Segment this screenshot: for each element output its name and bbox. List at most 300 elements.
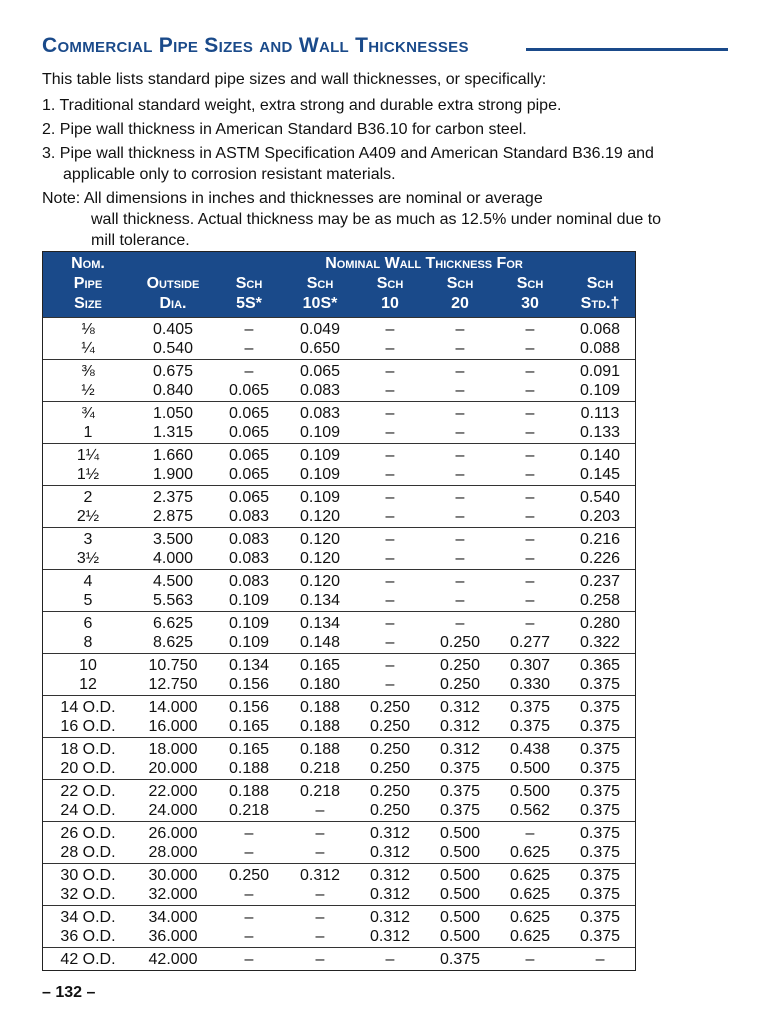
cell-value: – [455,340,465,357]
cell-value: – [244,844,254,861]
cell-value: – [455,489,465,506]
cell-sch-10s [285,864,355,906]
cell-value: – [315,802,325,819]
cell-sch-20 [425,864,495,906]
cell-sch-20 [425,654,495,696]
table-row-group [43,570,635,612]
cell-value: 0.140 [579,447,621,464]
cell-value: 10 [79,657,97,674]
cell-sch-10s [285,402,355,444]
header-sch30-2: 30 [495,294,565,318]
cell-value: 0.065 [228,489,270,506]
cell-value: 0.109 [299,489,341,506]
cell-value: 0.065 [228,447,270,464]
cell-sch-30 [495,402,565,444]
cell-value: 0.258 [579,592,621,609]
cell-value: – [525,825,535,842]
cell-sch-10 [355,570,425,612]
cell-value: – [385,592,395,609]
cell-value: – [455,405,465,422]
cell-sch-10s [285,528,355,570]
cell-sch-10s [285,654,355,696]
cell-value: 0.250 [369,802,411,819]
cell-sch-5s [213,612,285,654]
cell-sch-std [565,738,635,780]
cell-nom-size [43,906,133,948]
cell-sch-10s [285,612,355,654]
cell-value: 3½ [76,550,100,567]
header-sch20-1: Sch [425,274,495,294]
cell-sch-10 [355,360,425,402]
cell-value: – [455,573,465,590]
cell-sch-5s [213,528,285,570]
cell-sch-10s [285,486,355,528]
cell-value: 0.250 [369,783,411,800]
cell-sch-30 [495,738,565,780]
cell-value: 0.148 [299,634,341,651]
cell-value: 0.250 [369,699,411,716]
cell-value: 0.625 [509,886,551,903]
cell-value: 0.312 [369,867,411,884]
cell-sch-5s [213,948,285,971]
table-row-group [43,402,635,444]
cell-value: 0.188 [228,783,270,800]
cell-sch-20 [425,402,495,444]
cell-sch-20 [425,696,495,738]
cell-sch-10 [355,696,425,738]
cell-value: 0.065 [228,466,270,483]
cell-value: 20 O.D. [60,760,116,777]
cell-sch-10 [355,780,425,822]
cell-sch-10 [355,444,425,486]
cell-nom-size [43,948,133,971]
cell-sch-10s [285,318,355,360]
cell-nom-size [43,444,133,486]
cell-value: 0.405 [152,321,194,338]
cell-value: 32 O.D. [60,886,116,903]
cell-value: 42 O.D. [60,951,116,968]
header-sch10-2: 10 [355,294,425,318]
cell-sch-20 [425,612,495,654]
cell-value: 0.120 [299,550,341,567]
cell-value: 0.375 [579,909,621,926]
cell-value: 0.133 [579,424,621,441]
cell-value: 0.065 [228,405,270,422]
cell-value: 14.000 [148,699,198,716]
cell-sch-10s [285,570,355,612]
cell-value: – [385,424,395,441]
cell-sch-30 [495,822,565,864]
cell-value: – [525,321,535,338]
cell-nom-size [43,570,133,612]
cell-value: 6 [83,615,93,632]
cell-sch-5s [213,738,285,780]
cell-value: 0.250 [369,718,411,735]
cell-value: 0.065 [228,382,270,399]
cell-value: 0.083 [228,550,270,567]
cell-value: – [315,951,325,968]
cell-value: – [525,615,535,632]
cell-sch-std [565,780,635,822]
cell-outside-dia [133,906,213,948]
cell-value: 0.250 [439,634,481,651]
cell-value: 1.660 [152,447,194,464]
cell-value: – [525,424,535,441]
cell-value: 36 O.D. [60,928,116,945]
cell-nom-size [43,738,133,780]
page-title: Commercial Pipe Sizes and Wall Thicknesses [42,34,469,57]
cell-sch-10 [355,948,425,971]
cell-value: – [525,508,535,525]
cell-value: 0.250 [228,867,270,884]
cell-value: 0.088 [579,340,621,357]
cell-value: 0.120 [299,531,341,548]
cell-value: 0.165 [299,657,341,674]
cell-value: 0.065 [299,363,341,380]
cell-value: 0.083 [228,508,270,525]
cell-value: – [455,508,465,525]
cell-value: 1.900 [152,466,194,483]
cell-value: 16.000 [148,718,198,735]
cell-value: 0.365 [579,657,621,674]
cell-value: 0.250 [439,657,481,674]
cell-sch-std [565,696,635,738]
table-row-group [43,864,635,906]
header-nom-1: Nom. [43,252,133,274]
cell-sch-10 [355,402,425,444]
cell-value: 30 O.D. [60,867,116,884]
cell-value: 28 O.D. [60,844,116,861]
cell-value: 0.625 [509,928,551,945]
cell-value: 0.375 [509,699,551,716]
cell-outside-dia [133,486,213,528]
cell-value: 0.312 [439,699,481,716]
cell-value: 0.120 [299,508,341,525]
cell-value: 16 O.D. [60,718,116,735]
cell-nom-size [43,780,133,822]
header-group-title: Nominal Wall Thickness For [213,252,635,274]
cell-sch-10s [285,360,355,402]
intro-item-1: 1. Traditional standard weight, extra strong and durable extra strong pipe. [42,97,562,114]
cell-value: – [455,615,465,632]
cell-value: 30.000 [148,867,198,884]
cell-value: 0.307 [509,657,551,674]
cell-sch-30 [495,360,565,402]
cell-outside-dia [133,654,213,696]
cell-sch-20 [425,822,495,864]
table-row-group [43,318,635,360]
cell-sch-20 [425,528,495,570]
cell-value: 0.312 [369,825,411,842]
cell-value: – [525,489,535,506]
cell-value: 0.500 [439,909,481,926]
cell-sch-20 [425,738,495,780]
cell-value: – [455,363,465,380]
cell-value: 0.375 [579,676,621,693]
cell-value: – [315,825,325,842]
cell-value: 12.750 [148,676,198,693]
header-sch5s-2: 5S* [213,294,285,318]
cell-value: 3.500 [152,531,194,548]
cell-value: 4.500 [152,573,194,590]
table-row-group [43,654,635,696]
cell-sch-std [565,360,635,402]
cell-value: – [385,634,395,651]
cell-value: – [244,340,254,357]
cell-value: 2 [83,489,93,506]
table-row-group [43,444,635,486]
cell-value: – [244,951,254,968]
cell-value: 0.216 [579,531,621,548]
cell-value: 0.375 [579,783,621,800]
cell-value: – [244,909,254,926]
cell-value: 0.375 [439,760,481,777]
cell-value: – [525,573,535,590]
cell-value: 0.226 [579,550,621,567]
table-row-group [43,738,635,780]
cell-sch-30 [495,570,565,612]
cell-sch-30 [495,318,565,360]
pipe-size-table [42,251,636,971]
header-od-2: Dia. [133,294,213,318]
cell-nom-size [43,528,133,570]
table-row-group [43,696,635,738]
cell-sch-10 [355,822,425,864]
cell-value: 0.218 [299,760,341,777]
cell-value: – [385,405,395,422]
cell-value: 0.188 [228,760,270,777]
cell-value: 0.312 [369,909,411,926]
table-row-group [43,780,635,822]
cell-sch-20 [425,486,495,528]
cell-value: 0.375 [439,951,481,968]
cell-value: 20.000 [148,760,198,777]
cell-value: – [385,615,395,632]
cell-value: – [525,466,535,483]
cell-sch-30 [495,654,565,696]
cell-value: – [385,382,395,399]
cell-value: 0.500 [439,844,481,861]
cell-value: 0.540 [579,489,621,506]
cell-value: 0.375 [579,928,621,945]
cell-value: 0.375 [439,802,481,819]
cell-value: 0.091 [579,363,621,380]
cell-value: 0.650 [299,340,341,357]
table-row-group [43,360,635,402]
cell-value: 32.000 [148,886,198,903]
cell-value: 0.500 [439,867,481,884]
cell-outside-dia [133,696,213,738]
table-row-group [43,486,635,528]
cell-value: 0.049 [299,321,341,338]
cell-sch-5s [213,570,285,612]
cell-outside-dia [133,738,213,780]
cell-outside-dia [133,402,213,444]
cell-value: 0.500 [439,886,481,903]
cell-value: 0.375 [579,802,621,819]
cell-value: – [315,844,325,861]
cell-value: 0.375 [579,825,621,842]
cell-value: 0.165 [228,718,270,735]
header-sch20-2: 20 [425,294,495,318]
cell-value: 0.312 [299,867,341,884]
intro-text [42,68,662,251]
cell-value: – [244,363,254,380]
cell-value: 0.312 [369,928,411,945]
cell-value: 0.109 [299,424,341,441]
cell-value: 0.375 [579,844,621,861]
cell-sch-30 [495,906,565,948]
cell-outside-dia [133,528,213,570]
cell-value: 0.109 [228,615,270,632]
cell-value: 0.277 [509,634,551,651]
note-label: Note: [42,190,81,207]
cell-value: 0.250 [369,741,411,758]
cell-value: 0.675 [152,363,194,380]
cell-value: 0.312 [369,844,411,861]
cell-value: 0.083 [299,405,341,422]
cell-value: 4 [83,573,93,590]
cell-value: 1.050 [152,405,194,422]
cell-nom-size [43,402,133,444]
table-row-group [43,822,635,864]
cell-sch-30 [495,528,565,570]
table-row-group [43,948,635,971]
cell-value: 0.134 [299,592,341,609]
cell-sch-30 [495,612,565,654]
cell-outside-dia [133,360,213,402]
cell-sch-10s [285,696,355,738]
cell-value: ⅜ [81,363,95,380]
cell-value: 8.625 [152,634,194,651]
cell-value: – [385,550,395,567]
cell-sch-10 [355,318,425,360]
cell-sch-20 [425,360,495,402]
cell-value: 0.500 [509,783,551,800]
cell-value: – [244,321,254,338]
cell-value: – [525,405,535,422]
cell-value: 0.109 [579,382,621,399]
cell-value: 5.563 [152,592,194,609]
table-row-group [43,906,635,948]
cell-value: 0.500 [439,928,481,945]
cell-value: ⅛ [81,321,95,338]
cell-value: ¼ [81,340,95,357]
cell-sch-20 [425,948,495,971]
cell-value: 0.203 [579,508,621,525]
cell-sch-std [565,654,635,696]
cell-sch-std [565,528,635,570]
cell-sch-20 [425,318,495,360]
cell-sch-10s [285,822,355,864]
intro-lead: This table lists standard pipe sizes and wall thicknesses, or specifically: [42,71,547,88]
cell-value: 22 O.D. [60,783,116,800]
cell-value: ¾ [81,405,95,422]
cell-value: 0.109 [299,466,341,483]
cell-value: 0.145 [579,466,621,483]
cell-nom-size [43,486,133,528]
cell-value: 1½ [76,466,100,483]
cell-value: 10.750 [148,657,198,674]
cell-value: – [595,951,605,968]
cell-value: 12 [79,676,97,693]
cell-value: – [385,466,395,483]
cell-value: 0.840 [152,382,194,399]
cell-value: 0.156 [228,676,270,693]
cell-value: 8 [83,634,93,651]
cell-sch-10 [355,654,425,696]
cell-value: 0.134 [228,657,270,674]
cell-value: – [455,382,465,399]
cell-value: – [385,531,395,548]
cell-value: 0.180 [299,676,341,693]
cell-sch-std [565,906,635,948]
cell-sch-30 [495,780,565,822]
header-sch30-1: Sch [495,274,565,294]
cell-value: 28.000 [148,844,198,861]
cell-value: 0.375 [579,718,621,735]
cell-sch-5s [213,318,285,360]
cell-value: 36.000 [148,928,198,945]
header-nom-2: Pipe [43,274,133,294]
cell-value: 0.065 [228,424,270,441]
cell-sch-10s [285,444,355,486]
cell-outside-dia [133,864,213,906]
cell-sch-30 [495,486,565,528]
cell-sch-10s [285,906,355,948]
cell-value: 0.625 [509,909,551,926]
cell-value: – [455,466,465,483]
cell-value: – [385,340,395,357]
cell-value: 0.083 [299,382,341,399]
cell-value: 0.188 [299,699,341,716]
table-body [43,318,635,971]
cell-value: – [385,508,395,525]
cell-value: 42.000 [148,951,198,968]
cell-value: 0.120 [299,573,341,590]
cell-value: 0.068 [579,321,621,338]
cell-value: 0.375 [579,886,621,903]
cell-value: 24.000 [148,802,198,819]
cell-value: 0.312 [369,886,411,903]
cell-value: – [385,363,395,380]
cell-sch-30 [495,948,565,971]
cell-value: 0.113 [580,405,620,422]
cell-value: – [244,825,254,842]
cell-value: 5 [83,592,93,609]
cell-value: 0.375 [509,718,551,735]
note-first-line [42,188,662,209]
cell-sch-10s [285,738,355,780]
page-header [42,34,692,66]
cell-sch-std [565,444,635,486]
cell-sch-30 [495,696,565,738]
table-header [43,252,635,318]
cell-value: 0.540 [152,340,194,357]
cell-value: 0.375 [579,867,621,884]
cell-value: 0.625 [509,844,551,861]
cell-value: – [525,382,535,399]
cell-value: 2.375 [152,489,194,506]
cell-value: 2.875 [152,508,194,525]
cell-sch-5s [213,486,285,528]
cell-sch-5s [213,822,285,864]
cell-value: – [315,886,325,903]
cell-value: – [455,447,465,464]
cell-sch-std [565,486,635,528]
cell-nom-size [43,654,133,696]
cell-value: 0.250 [369,760,411,777]
